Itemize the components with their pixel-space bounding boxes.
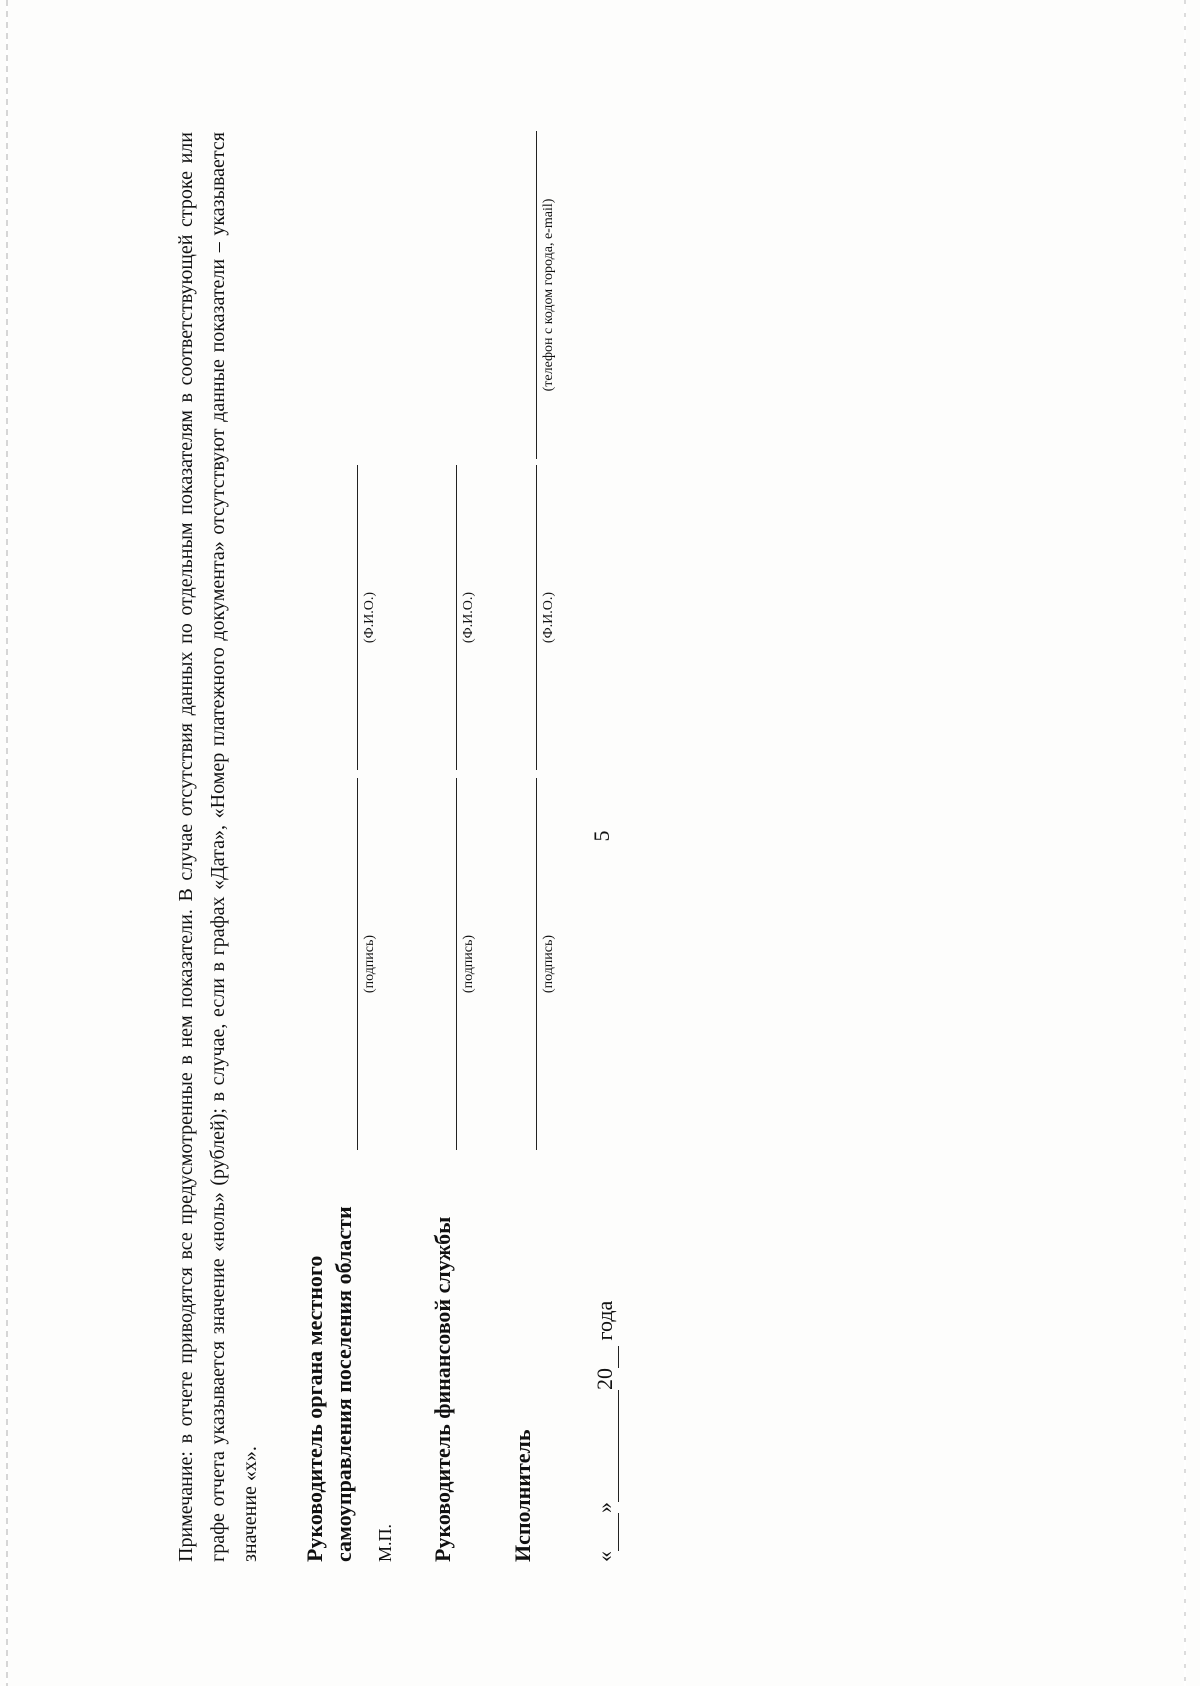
finance-name-caption: (Ф.И.О.) bbox=[461, 591, 476, 644]
date-year-blank bbox=[592, 1346, 619, 1368]
head-title-line1: Руководитель органа местного bbox=[302, 1255, 327, 1562]
scan-edge-left bbox=[6, 0, 8, 1686]
rotated-content bbox=[170, 122, 690, 1562]
stamp-label: М.П. bbox=[375, 1523, 395, 1562]
executor-name-line bbox=[536, 465, 537, 770]
executor-name-caption: (Ф.И.О.) bbox=[541, 591, 556, 644]
head-sign-line bbox=[357, 778, 358, 1150]
date-year-prefix: 20 bbox=[592, 1368, 617, 1390]
head-name-caption: (Ф.И.О.) bbox=[362, 591, 377, 644]
executor-sign-line bbox=[536, 778, 537, 1150]
date-year-suffix: года bbox=[592, 1300, 617, 1341]
date-line bbox=[592, 1301, 619, 1562]
finance-sign-line bbox=[456, 778, 457, 1150]
finance-title: Руководитель финансовой службы bbox=[430, 1216, 455, 1562]
executor-sign-caption: (подпись) bbox=[541, 934, 556, 994]
page-number: 5 bbox=[589, 830, 614, 842]
executor-phone-line bbox=[536, 131, 537, 459]
head-signature-block bbox=[300, 1206, 358, 1562]
date-month-blank bbox=[592, 1390, 619, 1502]
note-paragraph: Примечание: в отчете приводятся все предусмотренные в нем показатели. В случае отсутствия данных по отдельным показателям в соответствующей строке или графе отчета указывается значение «ноль» (рублей); в случае, если в графах «Дата», «Номер платежного документа» отсутствуют данные показатели – указывается значение «х». bbox=[175, 132, 261, 1562]
finance-signature-block bbox=[428, 1217, 457, 1562]
head-name-line bbox=[357, 465, 358, 770]
executor-signature-block bbox=[508, 1429, 537, 1562]
finance-name-line bbox=[456, 465, 457, 770]
date-day-blank bbox=[592, 1513, 619, 1551]
date-open-quote: « bbox=[592, 1551, 617, 1562]
head-sign-caption: (подпись) bbox=[362, 934, 377, 994]
executor-phone-caption: (телефон с кодом города, e-mail) bbox=[541, 198, 556, 392]
executor-title: Исполнитель bbox=[510, 1429, 535, 1562]
head-title-line2: самоуправления поселения области bbox=[331, 1206, 356, 1562]
date-close-quote: » bbox=[592, 1502, 617, 1513]
finance-sign-caption: (подпись) bbox=[461, 934, 476, 994]
scan-edge-right bbox=[1184, 0, 1186, 1686]
